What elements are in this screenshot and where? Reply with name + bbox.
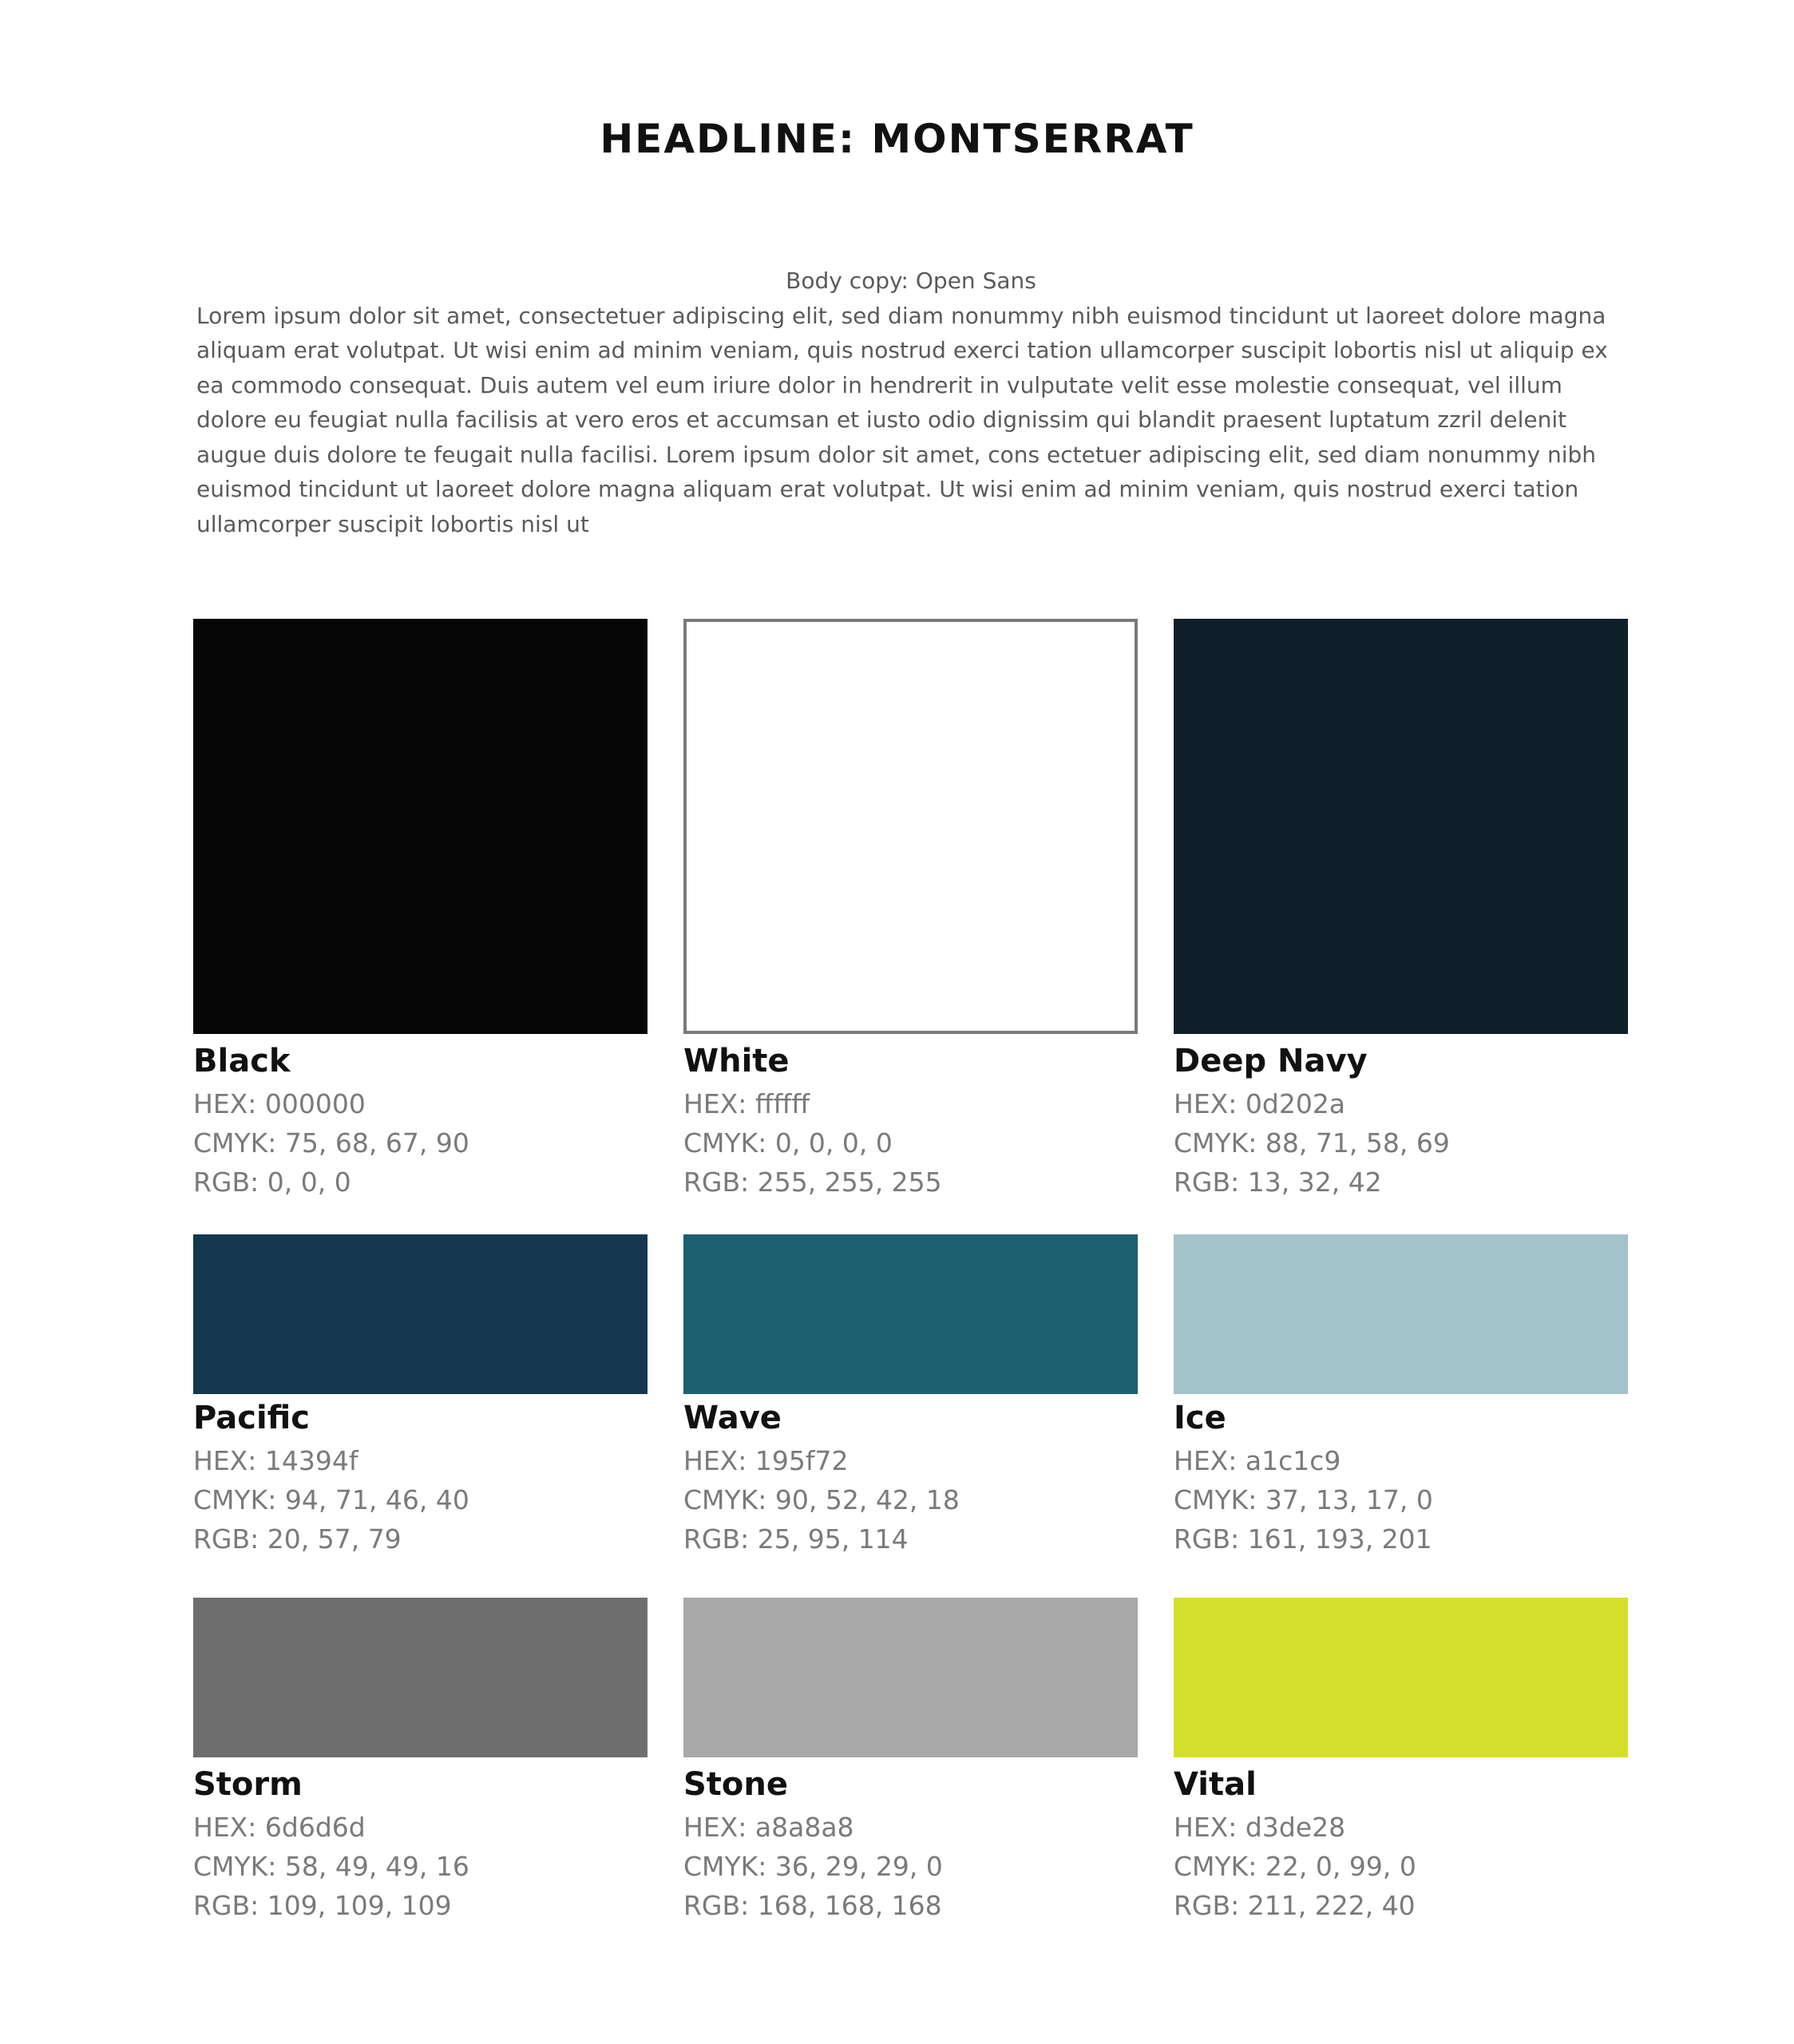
body-copy-text: Lorem ipsum dolor sit amet, consectetuer adipiscing elit, sed diam nonummy nibh euismod tincidunt ut laoreet dolore magna aliquam erat volutpat. Ut wisi enim ad minim veniam, quis nostrud exerci tation ullamcorper suscipit lobortis nisl ut aliquip ex ea commodo consequat. Duis autem vel eum iriure dolor in hendrerit in vulputate velit esse molestie consequat, vel illum dolore eu feugiat nulla facilisis at vero eros et accumsan et iusto odio dignissim qui blandit praesent luptatum zzril delenit augue duis dolore te feugait nulla facilisi. Lorem ipsum dolor sit amet, cons ectetuer adipiscing elit, sed diam nonummy nibh euismod tincidunt ut laoreet dolore magna aliquam erat volutpat. Ut wisi enim ad minim veniam, quis nostrud exerci tation ullamcorper suscipit lobortis nisl ut <box>196 302 1608 537</box>
color-name-wave: Wave <box>683 1400 782 1436</box>
rgb-value: RGB: 211, 222, 40 <box>1174 1890 1416 1921</box>
hex-value: HEX: 000000 <box>193 1088 366 1119</box>
color-name-deep-navy: Deep Navy <box>1174 1043 1368 1079</box>
swatch-deep-navy <box>1174 619 1628 1034</box>
color-spec-stone <box>683 1808 943 1925</box>
color-spec-deep-navy <box>1174 1084 1450 1202</box>
swatch-white <box>683 619 1138 1034</box>
hex-value: HEX: 14394f <box>193 1445 358 1476</box>
cmyk-value: CMYK: 88, 71, 58, 69 <box>1174 1127 1450 1159</box>
color-spec-ice <box>1174 1441 1433 1559</box>
body-copy-label: Body copy: Open Sans <box>786 267 1036 294</box>
rgb-value: RGB: 0, 0, 0 <box>193 1167 351 1198</box>
color-spec-storm <box>193 1808 469 1925</box>
rgb-value: RGB: 161, 193, 201 <box>1174 1523 1432 1555</box>
rgb-value: RGB: 255, 255, 255 <box>683 1167 942 1198</box>
body-copy <box>196 263 1626 541</box>
hex-value: HEX: 6d6d6d <box>193 1812 366 1843</box>
cmyk-value: CMYK: 94, 71, 46, 40 <box>193 1484 469 1515</box>
cmyk-value: CMYK: 75, 68, 67, 90 <box>193 1127 469 1159</box>
hex-value: HEX: 0d202a <box>1174 1088 1346 1119</box>
color-spec-pacific <box>193 1441 469 1559</box>
color-name-stone: Stone <box>683 1766 789 1803</box>
hex-value: HEX: d3de28 <box>1174 1812 1346 1843</box>
swatch-ice <box>1174 1234 1628 1394</box>
cmyk-value: CMYK: 90, 52, 42, 18 <box>683 1484 960 1515</box>
hex-value: HEX: 195f72 <box>683 1445 849 1476</box>
swatch-storm <box>193 1598 648 1757</box>
color-name-pacific: Pacific <box>193 1400 311 1436</box>
color-spec-white <box>683 1084 942 1202</box>
color-name-ice: Ice <box>1174 1400 1226 1436</box>
color-name-vital: Vital <box>1174 1766 1257 1803</box>
hex-value: HEX: a1c1c9 <box>1174 1445 1341 1476</box>
cmyk-value: CMYK: 36, 29, 29, 0 <box>683 1851 943 1882</box>
color-spec-vital <box>1174 1808 1416 1925</box>
cmyk-value: CMYK: 22, 0, 99, 0 <box>1174 1851 1416 1882</box>
swatch-vital <box>1174 1598 1628 1757</box>
swatch-wave <box>683 1234 1138 1394</box>
color-name-white: White <box>683 1043 790 1079</box>
hex-value: HEX: ffffff <box>683 1088 810 1119</box>
rgb-value: RGB: 20, 57, 79 <box>193 1523 402 1555</box>
swatch-stone <box>683 1598 1138 1757</box>
rgb-value: RGB: 13, 32, 42 <box>1174 1167 1382 1198</box>
cmyk-value: CMYK: 37, 13, 17, 0 <box>1174 1484 1433 1515</box>
color-spec-wave <box>683 1441 960 1559</box>
rgb-value: RGB: 168, 168, 168 <box>683 1890 942 1921</box>
rgb-value: RGB: 109, 109, 109 <box>193 1890 452 1921</box>
cmyk-value: CMYK: 0, 0, 0, 0 <box>683 1127 893 1159</box>
rgb-value: RGB: 25, 95, 114 <box>683 1523 909 1555</box>
swatch-pacific <box>193 1234 648 1394</box>
swatch-black <box>193 619 648 1034</box>
color-name-black: Black <box>193 1043 291 1079</box>
color-spec-black <box>193 1084 469 1202</box>
headline: HEADLINE: MONTSERRAT <box>600 116 1194 162</box>
hex-value: HEX: a8a8a8 <box>683 1812 854 1843</box>
cmyk-value: CMYK: 58, 49, 49, 16 <box>193 1851 469 1882</box>
color-name-storm: Storm <box>193 1766 303 1803</box>
